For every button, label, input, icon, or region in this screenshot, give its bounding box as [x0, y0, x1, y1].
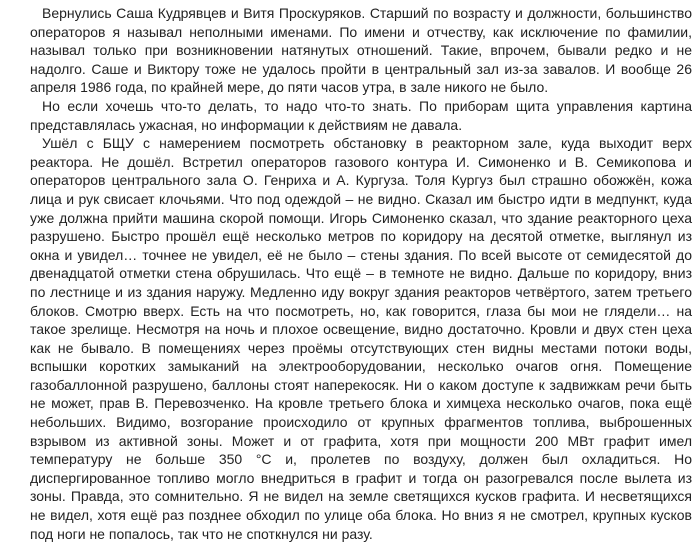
paragraph-inspection-walk: Ушёл с БЩУ с намерением посмотреть обстановку в реакторном зале, куда выходит верх реактора. Не дошёл. Встретил операторов газового контура И. Симоненко и В. Семикопова и операторов центрального зала О. Генриха и А. Кургуза. Толя Кургуз был страшно обожжён, кожа лица и рук свисает клочьями. Что под одеждой – не видно. Сказал им быстро идти в медпункт, куда уже должна прийти машина скорой помощи. Игорь Симоненко сказал, что здание реакторного цеха разрушено. Быстро прошёл ещё несколько метров по коридору на десятой отметке, выглянул из окна и увидел… точнее не увидел, её не было – стены здания. По всей высоте от семидесятой до двенадцатой отметки стена обрушилась. Что ещё – в темноте не видно. Дальше по коридору, вниз по лестнице и из здания наружу. Медленно иду вокруг здания реакторов четвёртого, затем третьего блоков. Смотрю вверх. Есть на что посмотреть, но, как говорится, глаза бы мои не глядели… на такое зрелище. Несмотря на ночь и плохое освещение, видно достаточно. Кровли и двух стен цеха как не бывало. В помещениях через проёмы отсутствующих стен видны местами потоки воды, вспышки коротких замыканий на электрооборудовании, несколько очагов огня. Помещение газобаллонной разрушено, баллоны стоят наперекосяк. Ни о каком доступе к задвижкам речи быть не может, прав В. Перевозченко. На кровле третьего блока и химцеха несколько очагов, пока ещё небольших. Видимо, возгорание происходило от крупных фрагментов топлива, выброшенных взрывом из активной зоны. Может и от графита, хотя при мощности 200 МВт графит имел температуру не больше 350 °С и, пролетев по воздуху, должен был охладиться. Но диспергированное топливо могло внедриться в графит и тогда он разогревался после вылета из зоны. Правда, это сомнительно. Я не видел на земле светящихся кусков графита. И несветящихся не видел, хотя ещё раз позднее обходил по улице оба блока. Но вниз я не смотрел, крупных кусков под ноги не попалось, так что не споткнулся ни разу. — [30, 135, 692, 542]
paragraph-return-of-operators: Вернулись Саша Кудрявцев и Витя Проскуряков. Старший по возрасту и должности, большинство операторов я называл неполными именами. По имени и отчеству, как исключение по фамилии, называл только при возникновении натянутых отношений. Такие, впрочем, бывали редко и не надолго. Саше и Виктору тоже не удалось пройти в центральный зал из-за завалов. И вообще 26 апреля 1986 года, по крайней мере, до пяти часов утра, в зале никого не было. — [30, 5, 692, 96]
paragraph-need-to-know: Но если хочешь что-то делать, то надо что-то знать. По приборам щита управления картина представлялась ужасная, но информации к действиям не давала. — [30, 97, 692, 133]
